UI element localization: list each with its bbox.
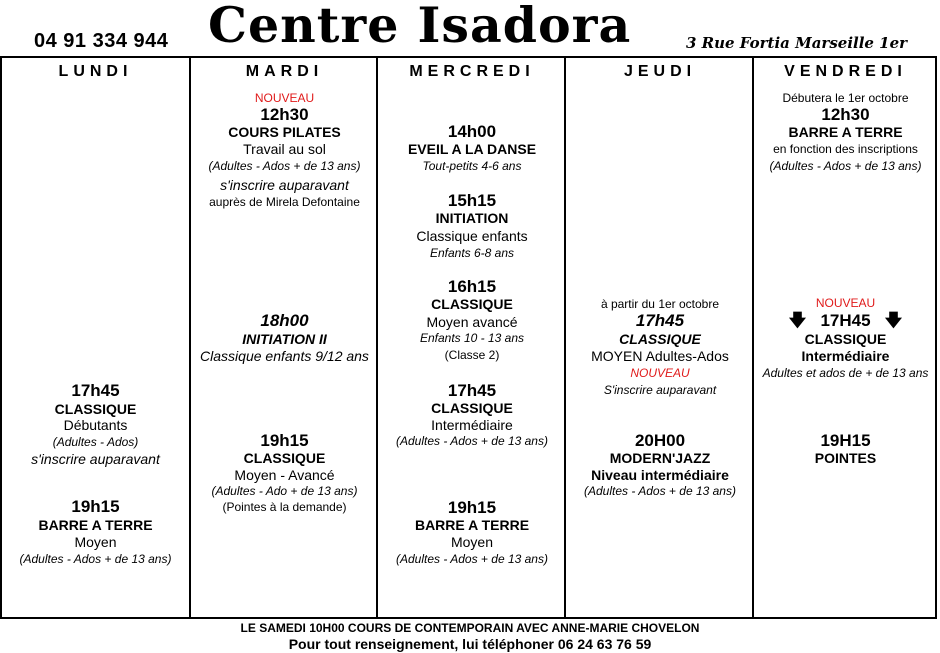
class-level: Moyen xyxy=(450,534,494,550)
class-audience: Enfants 10 - 13 ans xyxy=(419,331,525,345)
class-name: COURS PILATES xyxy=(228,124,341,140)
class-time: 17H45 xyxy=(820,311,871,330)
class-time: 17h45 xyxy=(635,311,685,330)
class-audience: (Adultes - Ados + de 13 ans) xyxy=(769,159,922,173)
class-note: (Classe 2) xyxy=(444,348,500,362)
class-audience: (Adultes - Ados) xyxy=(52,435,139,449)
down-arrow-icon: 🡇 xyxy=(884,311,903,330)
phone-number: 04 91 334 944 xyxy=(34,30,169,52)
class-time: 19h15 xyxy=(71,497,120,516)
class-name: BARRE A TERRE xyxy=(788,124,903,140)
class-time: 17h45 xyxy=(71,381,120,400)
page-title: Centre Isadora xyxy=(208,0,632,54)
class-time: 20H00 xyxy=(634,431,686,450)
class-level: Débutants xyxy=(63,417,128,433)
class-name: CLASSIQUE xyxy=(431,296,513,312)
class-time-row xyxy=(754,312,937,331)
class-name: CLASSIQUE xyxy=(804,331,887,347)
class-name: EVEIL A LA DANSE xyxy=(407,141,537,157)
class-audience: Adultes et ados de + de 13 ans xyxy=(762,366,929,380)
class-level: MOYEN Adultes-Ados xyxy=(591,348,729,364)
column-mercredi xyxy=(376,58,566,617)
schedule-grid xyxy=(0,56,937,619)
class-name: POINTES xyxy=(814,450,877,466)
footer-contact: Pour tout renseignement, lui téléphoner 06 24 63 76 59 xyxy=(288,636,652,652)
class-level: Intermédiaire xyxy=(431,417,513,433)
class-audience: (Adultes - Ados + de 13 ans) xyxy=(584,484,736,498)
class-level: Moyen - Avancé xyxy=(234,467,335,483)
class-audience: Enfants 6-8 ans xyxy=(429,246,515,260)
down-arrow-icon: 🡇 xyxy=(788,311,807,330)
column-vendredi xyxy=(752,58,937,617)
address: 3 Rue Fortia Marseille 1er xyxy=(686,34,908,52)
class-audience: (Adultes - Ados + de 13 ans) xyxy=(396,434,548,448)
class-level: Niveau intermédiaire xyxy=(591,467,729,483)
class-intro: à partir du 1er octobre xyxy=(600,297,720,311)
column-mardi xyxy=(189,58,378,617)
class-audience: (Adultes - Ados + de 13 ans) xyxy=(19,552,172,566)
day-header-vendredi: VENDREDI xyxy=(784,63,907,80)
class-level: Intermédiaire xyxy=(801,348,890,364)
column-jeudi xyxy=(564,58,754,617)
class-name: MODERN'JAZZ xyxy=(609,450,711,466)
class-time: 17h45 xyxy=(447,381,497,400)
header xyxy=(0,0,940,56)
class-note: s'inscrire auparavant xyxy=(220,177,349,193)
class-time: 15h15 xyxy=(447,191,497,210)
class-audience: (Adultes - Ado + de 13 ans) xyxy=(211,484,358,498)
class-audience: (Adultes - Ados + de 13 ans) xyxy=(396,552,548,566)
class-note: S'inscrire auparavant xyxy=(603,383,717,397)
class-name: BARRE A TERRE xyxy=(414,517,530,533)
class-intro: Débutera le 1er octobre xyxy=(782,91,909,105)
class-time: 14h00 xyxy=(447,122,497,141)
footer-saturday-note: LE SAMEDI 10H00 COURS DE CONTEMPORAIN AVEC ANNE-MARIE CHOVELON xyxy=(240,621,700,635)
class-level: en fonction des inscriptions xyxy=(773,142,918,156)
day-header-mercredi: MERCREDI xyxy=(409,63,535,80)
class-note: s'inscrire auparavant xyxy=(31,451,160,467)
class-name: BARRE A TERRE xyxy=(38,517,153,533)
class-level: Moyen avancé xyxy=(426,314,518,330)
class-name: CLASSIQUE xyxy=(54,401,137,417)
class-time: 19h15 xyxy=(260,431,309,450)
class-audience: Tout-petits 4-6 ans xyxy=(422,159,522,173)
class-level: Classique enfants 9/12 ans xyxy=(200,348,369,364)
class-level: Classique enfants xyxy=(416,228,528,244)
class-name: INITIATION II xyxy=(242,331,327,347)
class-time: 19h15 xyxy=(447,498,497,517)
class-note: (Pointes à la demande) xyxy=(222,500,347,514)
class-name: CLASSIQUE xyxy=(431,400,513,416)
class-name: CLASSIQUE xyxy=(243,450,326,466)
new-badge: NOUVEAU xyxy=(815,296,876,310)
class-time: 16h15 xyxy=(447,277,497,296)
class-time: 12h30 xyxy=(260,105,309,124)
column-lundi xyxy=(2,58,189,617)
class-time: 18h00 xyxy=(260,311,309,330)
class-time: 12h30 xyxy=(821,105,870,124)
class-time: 19H15 xyxy=(820,431,871,450)
new-badge: NOUVEAU xyxy=(254,91,315,105)
class-note-teacher: auprès de Mirela Defontaine xyxy=(209,195,360,209)
class-name: CLASSIQUE xyxy=(619,331,701,347)
new-badge: NOUVEAU xyxy=(630,366,690,380)
class-audience: (Adultes - Ados + de 13 ans) xyxy=(208,159,361,173)
day-header-lundi: LUNDI xyxy=(58,63,133,80)
class-level: Moyen xyxy=(74,534,117,550)
class-level: Travail au sol xyxy=(243,141,326,157)
day-header-jeudi: JEUDI xyxy=(623,63,697,80)
day-header-mardi: MARDI xyxy=(245,63,324,80)
class-name: INITIATION xyxy=(435,210,509,226)
